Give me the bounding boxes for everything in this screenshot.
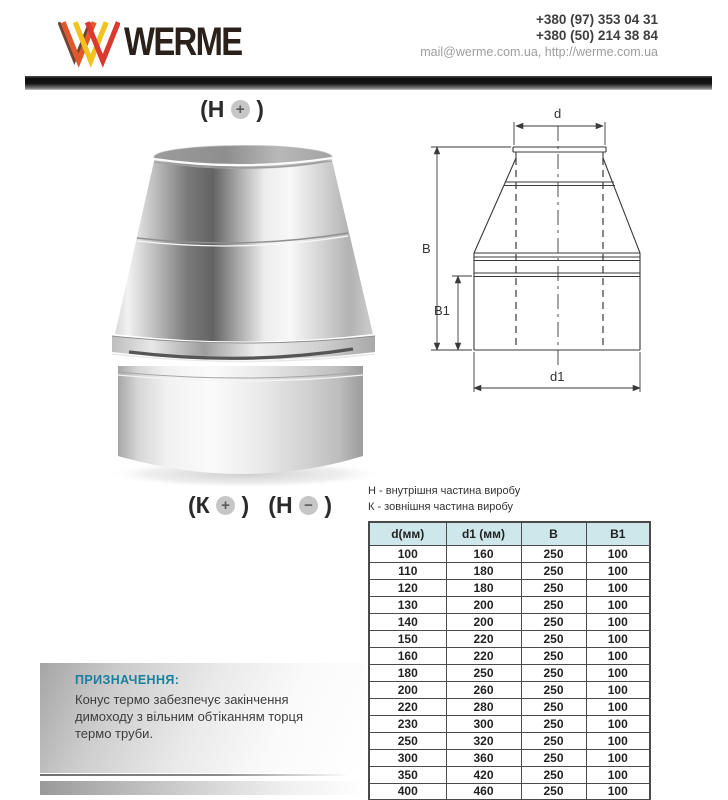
marking-text: (Н [200,96,225,122]
cell-d1: 250 [446,664,521,681]
cell-B1: 100 [586,613,650,630]
cell-d1: 320 [446,732,521,749]
plus-circle-icon: + [216,496,235,515]
werme-w-icon [58,16,120,68]
cell-d1: 460 [446,783,521,800]
cell-d: 100 [369,545,446,562]
cell-B: 250 [521,562,586,579]
cell-d1: 200 [446,596,521,613]
cell-B1: 100 [586,596,650,613]
contact-block [420,12,658,61]
cell-d1: 280 [446,698,521,715]
cell-B: 250 [521,596,586,613]
cell-B1: 100 [586,749,650,766]
minus-circle-icon: − [299,496,318,515]
cell-B: 250 [521,749,586,766]
cell-d: 220 [369,698,446,715]
cell-d: 110 [369,562,446,579]
cell-d1: 180 [446,579,521,596]
cell-d: 150 [369,630,446,647]
email-and-site: mail@werme.com.ua, http://werme.com.ua [420,45,658,59]
col-header-B: B [521,522,586,545]
cell-B: 250 [521,715,586,732]
cell-B: 250 [521,766,586,783]
cell-d1: 260 [446,681,521,698]
cell-d1: 180 [446,562,521,579]
cell-d: 180 [369,664,446,681]
marking-label-bottom [160,492,360,519]
table-row [369,698,650,715]
cell-d1: 220 [446,647,521,664]
cell-B: 250 [521,579,586,596]
cell-d: 140 [369,613,446,630]
cell-d: 250 [369,732,446,749]
cell-d: 400 [369,783,446,800]
table-row [369,647,650,664]
product-photo [95,128,395,490]
cell-d: 120 [369,579,446,596]
cell-B1: 100 [586,579,650,596]
col-header-B1: B1 [586,522,650,545]
table-row [369,715,650,732]
table-row [369,664,650,681]
cell-d: 160 [369,647,446,664]
table-row [369,613,650,630]
table-body [369,545,650,800]
cell-d: 130 [369,596,446,613]
table-row [369,681,650,698]
purpose-heading: ПРИЗНАЧЕННЯ: [75,673,180,687]
dim-label-B1: B1 [434,303,450,318]
header-divider-bar [25,76,712,90]
table-row [369,749,650,766]
cell-B1: 100 [586,732,650,749]
dim-label-d: d [554,106,562,121]
cell-B1: 100 [586,664,650,681]
dim-label-d1: d1 [550,369,565,384]
marking-text: (К [187,492,210,518]
cell-d1: 360 [446,749,521,766]
cell-B1: 100 [586,783,650,800]
cell-d: 300 [369,749,446,766]
brand-logo [58,16,267,68]
cell-d1: 220 [446,630,521,647]
table-row [369,783,650,800]
cell-d1: 300 [446,715,521,732]
photo-cone-body [115,156,373,342]
marking-text: (Н [268,492,293,518]
cell-B1: 100 [586,766,650,783]
cell-d1: 160 [446,545,521,562]
cell-B: 250 [521,732,586,749]
table-row [369,562,650,579]
legend [368,484,520,515]
marking-label-top [162,96,302,123]
cell-B1: 100 [586,698,650,715]
cell-B: 250 [521,545,586,562]
cell-d: 200 [369,681,446,698]
marking-text: ) [241,492,250,518]
cell-B1: 100 [586,630,650,647]
brand-name: WERME [124,19,242,64]
cell-B: 250 [521,681,586,698]
cell-B: 250 [521,783,586,800]
cell-B: 250 [521,698,586,715]
legend-line-inner: Н - внутрішня частина виробу [368,485,521,497]
marking-text [256,492,262,518]
cell-B1: 100 [586,562,650,579]
dim-label-B: B [422,241,431,256]
purpose-panel [40,663,365,773]
bottom-gradient-bar [40,781,365,795]
table-row [369,766,650,783]
phone-number-2: +380 (50) 214 38 84 [536,28,658,43]
cell-B: 250 [521,613,586,630]
cell-B: 250 [521,664,586,681]
cell-d: 350 [369,766,446,783]
table-row [369,630,650,647]
table-row [369,596,650,613]
table-row [369,545,650,562]
marking-text: ) [324,492,333,518]
cell-B1: 100 [586,545,650,562]
cell-B: 250 [521,647,586,664]
dimension-diagram [420,98,725,398]
cell-d1: 200 [446,613,521,630]
phone-number-1: +380 (97) 353 04 31 [536,12,658,27]
photo-cylinder-base [118,366,363,474]
purpose-divider-line [40,774,365,776]
cell-B1: 100 [586,715,650,732]
cell-B1: 100 [586,647,650,664]
plus-circle-icon: + [231,100,250,119]
cell-B1: 100 [586,681,650,698]
dimensions-table [368,521,651,800]
col-header-d1: d1 (мм) [446,522,521,545]
col-header-d: d(мм) [369,522,446,545]
purpose-text: Конус термо забезпечує закінчення димоходу з вільним обтіканням торця термо труби. [75,692,304,741]
table-header-row [369,522,650,545]
marking-text: ) [256,96,264,122]
table-row [369,579,650,596]
cell-d: 230 [369,715,446,732]
cell-d1: 420 [446,766,521,783]
legend-line-outer: К - зовнішня частина виробу [368,500,514,513]
cell-B: 250 [521,630,586,647]
table-row [369,732,650,749]
